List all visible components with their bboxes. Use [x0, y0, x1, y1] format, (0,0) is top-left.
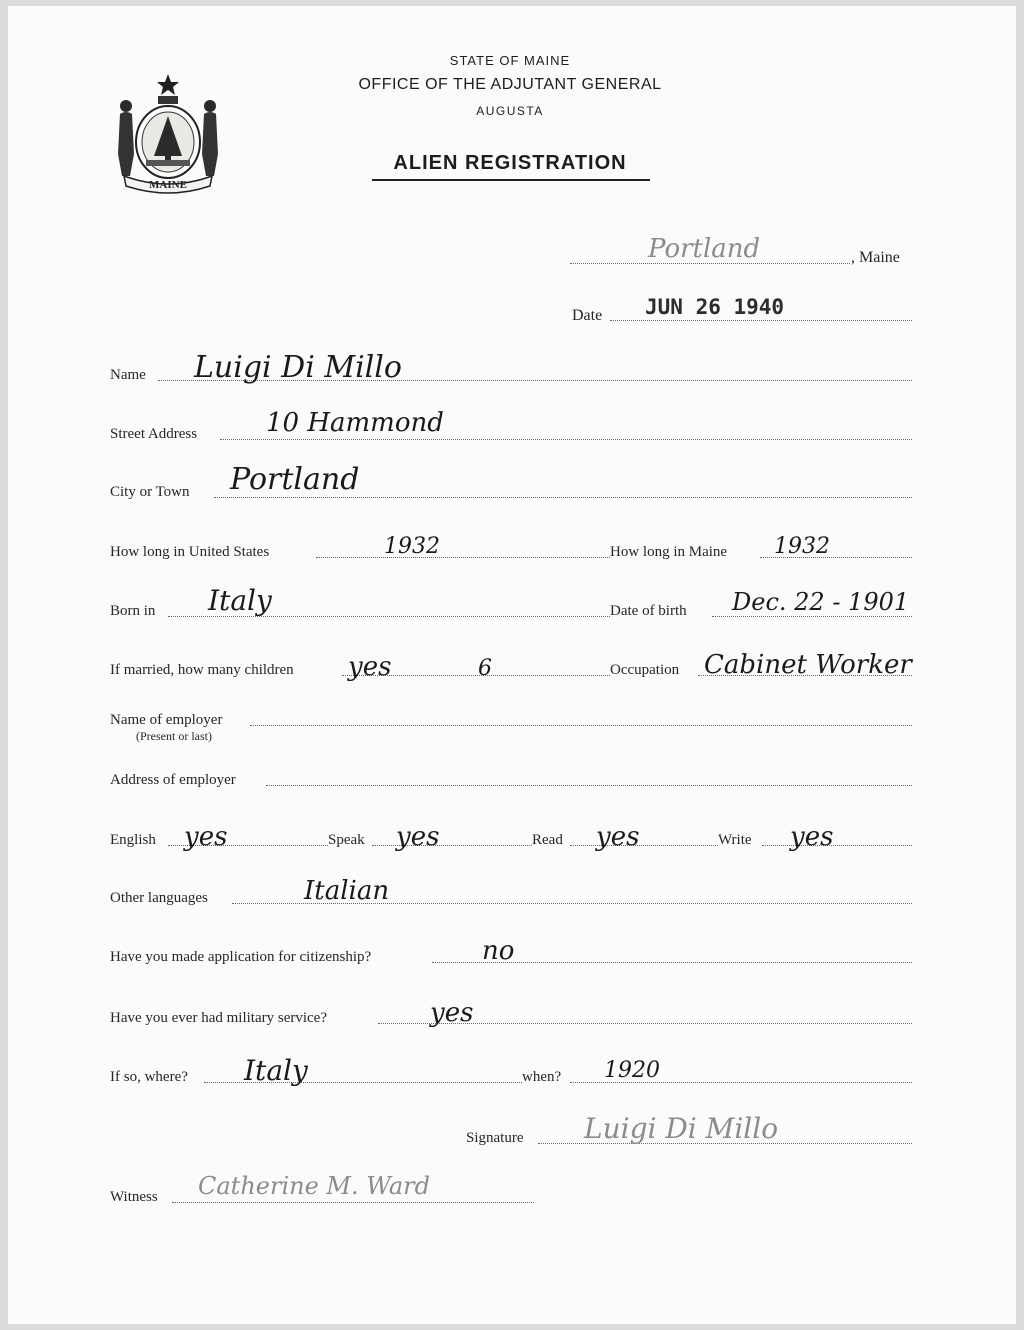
employer-address-line: [266, 785, 912, 786]
employer-line: [250, 725, 912, 726]
other-languages-value: Italian: [304, 876, 390, 906]
header-city: AUGUSTA: [476, 104, 544, 118]
witness-label: Witness: [110, 1189, 158, 1205]
date-label: Date: [572, 307, 603, 324]
signature-value: Luigi Di Millo: [584, 1112, 779, 1145]
maine-since-value: 1932: [774, 534, 830, 559]
born-value: Italy: [208, 584, 272, 617]
dob-value: Dec. 22 - 1901: [732, 588, 910, 616]
street-line: [220, 439, 912, 440]
employer-label: Name of employer: [110, 712, 223, 728]
date-stamp: JUN 26 1940: [645, 295, 785, 319]
signature-label: Signature: [466, 1130, 524, 1146]
maine-since-label: How long in Maine: [610, 544, 728, 560]
form-page: [8, 6, 1016, 1324]
married-value: yes: [348, 652, 392, 682]
header-state: STATE OF MAINE: [449, 53, 571, 68]
dob-label: Date of birth: [610, 603, 687, 619]
city-value: Portland: [230, 462, 360, 497]
english-value: yes: [184, 822, 228, 852]
military-value: yes: [430, 998, 474, 1028]
date-line: [610, 320, 912, 321]
occupation-value: Cabinet Worker: [704, 650, 912, 680]
witness-value: Catherine M. Ward: [198, 1172, 430, 1200]
header-office: OFFICE OF THE ADJUTANT GENERAL: [358, 76, 662, 93]
when-label: when?: [522, 1069, 562, 1085]
place-value: Portland: [648, 234, 761, 264]
us-since-line: [316, 557, 610, 558]
us-since-value: 1932: [384, 534, 440, 559]
when-value: 1920: [604, 1058, 660, 1083]
write-value: yes: [790, 822, 834, 852]
write-line: [762, 845, 912, 846]
occupation-label: Occupation: [610, 662, 680, 678]
dob-line: [712, 616, 912, 617]
english-label: English: [110, 832, 156, 848]
city-label: City or Town: [110, 484, 190, 500]
citizenship-value: no: [482, 936, 515, 966]
name-value: Luigi Di Millo: [194, 350, 402, 385]
military-label: Have you ever had military service?: [110, 1010, 327, 1026]
maine-seal-icon: [112, 64, 224, 194]
other-languages-label: Other languages: [110, 890, 208, 906]
witness-line: [172, 1202, 534, 1203]
form-title: ALIEN REGISTRATION: [393, 152, 627, 174]
speak-value: yes: [396, 822, 440, 852]
read-value: yes: [596, 822, 640, 852]
city-line: [214, 497, 912, 498]
read-label: Read: [532, 832, 563, 848]
write-label: Write: [718, 832, 752, 848]
read-line: [570, 845, 718, 846]
speak-label: Speak: [328, 832, 365, 848]
where-value: Italy: [244, 1054, 308, 1087]
married-label: If married, how many children: [110, 662, 294, 678]
street-value: 10 Hammond: [266, 408, 444, 438]
employer-address-label: Address of employer: [110, 772, 236, 788]
title-underline: [372, 179, 650, 181]
street-label: Street Address: [110, 426, 198, 442]
children-value: 6: [478, 656, 492, 681]
born-label: Born in: [110, 603, 156, 619]
citizenship-label: Have you made application for citizenship?: [110, 949, 372, 965]
employer-sublabel: (Present or last): [136, 729, 212, 743]
place-suffix: , Maine: [851, 249, 900, 266]
name-label: Name: [110, 367, 146, 383]
us-since-label: How long in United States: [110, 544, 270, 560]
where-label: If so, where?: [110, 1069, 188, 1085]
seal-banner-text: MAINE: [149, 179, 187, 191]
